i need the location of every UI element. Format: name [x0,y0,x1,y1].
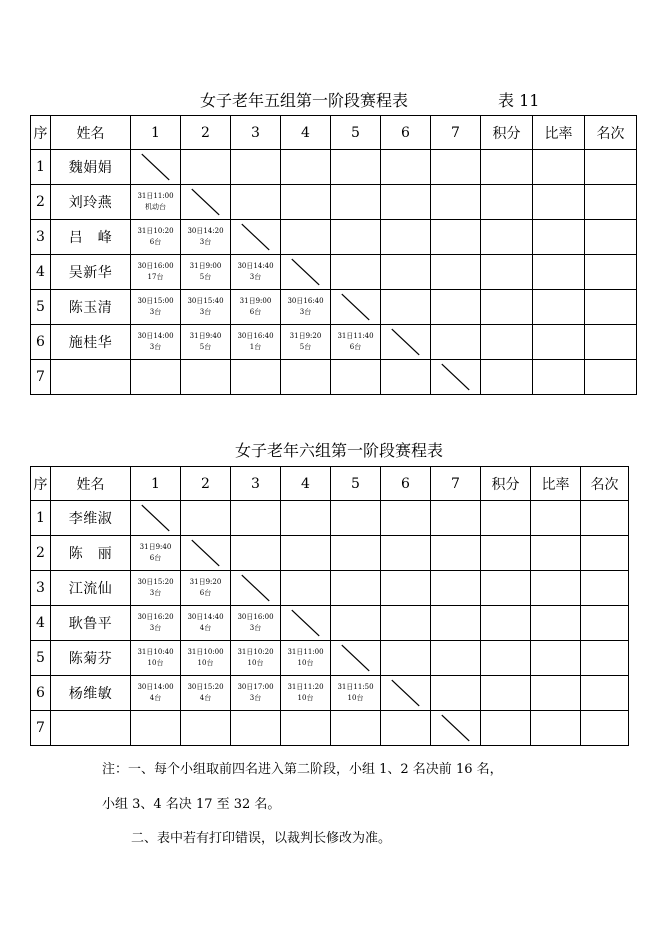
empty-cell [431,676,481,711]
match-time: 30日14:40 [187,613,224,621]
match-time: 31日11:00 [287,648,324,656]
column-header: 序 [31,116,51,150]
match-table-number: 3台 [149,624,162,632]
ratio-cell [533,360,585,395]
match-time: 30日15:20 [187,683,224,691]
column-header: 5 [331,467,381,501]
match-time: 30日16:20 [137,613,174,621]
match-table-number: 6台 [249,308,262,316]
player-name-cell: 魏娟娟 [51,150,131,185]
rank-cell [581,641,629,676]
match-time: 30日16:00 [137,262,174,270]
column-header: 6 [381,467,431,501]
match-table-number: 3台 [299,308,312,316]
match-time: 30日15:20 [137,578,174,586]
seq-cell: 5 [31,641,51,676]
column-header: 1 [131,116,181,150]
points-cell [481,536,531,571]
points-cell [481,325,533,360]
empty-cell [431,185,481,220]
empty-cell [181,711,231,746]
diagonal-slash-icon [231,571,280,605]
table-row [31,641,629,676]
match-table-number: 6台 [349,343,362,351]
match-cell [181,571,231,606]
match-cell [181,290,231,325]
empty-cell [131,711,181,746]
table-row [31,606,629,641]
match-table-number: 10台 [147,659,164,667]
match-table-number: 6台 [199,589,212,597]
self-match-cell [431,711,481,746]
match-cell [131,220,181,255]
match-time: 30日14:00 [137,332,174,340]
points-cell [481,150,533,185]
rank-cell [585,255,637,290]
empty-cell [231,185,281,220]
match-table-number: 1台 [249,343,262,351]
match-time: 31日9:00 [189,262,222,270]
match-table-number: 10台 [197,659,214,667]
match-cell [181,255,231,290]
column-header: 5 [331,116,381,150]
match-cell [231,255,281,290]
match-cell [181,676,231,711]
empty-cell [281,360,331,395]
match-table-number: 机动台 [145,203,166,211]
player-name-cell: 陈玉清 [51,290,131,325]
player-name-cell: 陈菊芬 [51,641,131,676]
empty-cell [381,290,431,325]
match-table-number: 3台 [199,308,212,316]
match-cell [131,255,181,290]
player-name-cell: 李维淑 [51,501,131,536]
ratio-cell [533,150,585,185]
match-cell [231,641,281,676]
note-line-2: 小组 3、4 名决 17 至 32 名。 [102,797,281,812]
match-time: 30日15:00 [137,297,174,305]
empty-cell [331,606,381,641]
empty-cell [431,571,481,606]
column-header: 名次 [581,467,629,501]
match-time: 31日9:40 [189,332,222,340]
empty-cell [381,220,431,255]
table-row [31,150,637,185]
self-match-cell [231,571,281,606]
empty-cell [231,150,281,185]
seq-cell: 6 [31,325,51,360]
match-cell [131,185,181,220]
empty-cell [381,255,431,290]
empty-cell [331,501,381,536]
match-cell [231,676,281,711]
player-name-cell: 江流仙 [51,571,131,606]
seq-cell: 1 [31,501,51,536]
player-name-cell [51,360,131,395]
match-cell [181,606,231,641]
match-time: 31日10:40 [137,648,174,656]
diagonal-slash-icon [231,220,280,254]
table-row [31,501,629,536]
table-row [31,325,637,360]
self-match-cell [281,606,331,641]
empty-cell [231,536,281,571]
table-row [31,676,629,711]
self-match-cell [331,290,381,325]
empty-cell [231,501,281,536]
points-cell [481,606,531,641]
column-header: 4 [281,467,331,501]
column-header: 比率 [533,116,585,150]
empty-cell [381,501,431,536]
column-header: 积分 [481,467,531,501]
empty-cell [431,220,481,255]
seq-cell: 3 [31,220,51,255]
ratio-cell [533,185,585,220]
match-cell [181,220,231,255]
empty-cell [381,185,431,220]
table-row [31,360,637,395]
empty-cell [381,571,431,606]
diagonal-slash-icon [131,501,180,535]
empty-cell [331,255,381,290]
points-cell [481,501,531,536]
match-time: 30日16:40 [237,332,274,340]
empty-cell [181,360,231,395]
empty-cell [381,606,431,641]
ratio-cell [533,255,585,290]
empty-cell [431,290,481,325]
rank-cell [585,360,637,395]
match-table-number: 3台 [199,238,212,246]
match-table-number: 6台 [149,554,162,562]
match-cell [231,290,281,325]
table-row [31,185,637,220]
match-table-number: 4台 [199,624,212,632]
match-table-number: 4台 [149,694,162,702]
ratio-cell [531,676,581,711]
self-match-cell [431,360,481,395]
empty-cell [181,501,231,536]
match-time: 31日10:20 [237,648,274,656]
note-line-1: 注：一、每个小组取前四名进入第二阶段，小组 1、2 名决前 16 名， [102,762,503,777]
table-row [31,711,629,746]
self-match-cell [231,220,281,255]
match-table-number: 10台 [247,659,264,667]
empty-cell [331,220,381,255]
match-table-number: 3台 [149,343,162,351]
table-row [31,255,637,290]
schedule-table-group6 [30,466,629,746]
rank-cell [581,606,629,641]
match-table-number: 10台 [347,694,364,702]
column-header: 1 [131,467,181,501]
empty-cell [281,501,331,536]
empty-cell [331,711,381,746]
match-time: 31日11:50 [337,683,374,691]
match-time: 30日14:00 [137,683,174,691]
ratio-cell [531,501,581,536]
match-cell [331,325,381,360]
rank-cell [585,290,637,325]
points-cell [481,360,533,395]
empty-cell [231,360,281,395]
empty-cell [281,220,331,255]
table1-title: 女子老年五组第一阶段赛程表 [200,91,409,110]
column-header: 4 [281,116,331,150]
table-row [31,571,629,606]
self-match-cell [331,641,381,676]
table-row [31,220,637,255]
match-table-number: 5台 [299,343,312,351]
points-cell [481,571,531,606]
table-row [31,290,637,325]
diagonal-slash-icon [381,325,430,359]
match-time: 30日17:00 [237,683,274,691]
match-table-number: 3台 [249,624,262,632]
match-table-number: 5台 [199,343,212,351]
empty-cell [231,711,281,746]
empty-cell [331,150,381,185]
match-table-number: 10台 [297,659,314,667]
match-table-number: 3台 [149,589,162,597]
column-header: 7 [431,467,481,501]
table-row [31,536,629,571]
match-table-number: 10台 [297,694,314,702]
rank-cell [581,501,629,536]
ratio-cell [531,641,581,676]
diagonal-slash-icon [431,711,480,745]
note-line-3: 二、表中若有打印错误，以裁判长修改为准。 [131,831,392,846]
column-header: 姓名 [51,116,131,150]
match-time: 31日9:20 [189,578,222,586]
points-cell [481,255,533,290]
match-time: 31日11:40 [337,332,374,340]
empty-cell [331,185,381,220]
seq-cell: 4 [31,606,51,641]
empty-cell [431,641,481,676]
seq-cell: 6 [31,676,51,711]
ratio-cell [533,220,585,255]
seq-cell: 4 [31,255,51,290]
self-match-cell [381,676,431,711]
diagonal-slash-icon [181,536,230,570]
self-match-cell [381,325,431,360]
seq-cell: 2 [31,185,51,220]
column-header: 2 [181,116,231,150]
diagonal-slash-icon [381,676,430,710]
match-table-number: 3台 [249,694,262,702]
match-time: 31日11:00 [137,192,174,200]
diagonal-slash-icon [281,255,330,289]
table1-number: 表 11 [498,91,540,110]
self-match-cell [281,255,331,290]
match-table-number: 3台 [149,308,162,316]
self-match-cell [181,536,231,571]
match-time: 31日10:20 [137,227,174,235]
match-cell [231,606,281,641]
column-header: 序 [31,467,51,501]
match-cell [131,325,181,360]
empty-cell [381,711,431,746]
empty-cell [281,711,331,746]
points-cell [481,641,531,676]
match-time: 31日9:40 [139,543,172,551]
player-name-cell: 吴新华 [51,255,131,290]
match-table-number: 3台 [249,273,262,281]
column-header: 姓名 [51,467,131,501]
diagonal-slash-icon [131,150,180,184]
self-match-cell [131,501,181,536]
ratio-cell [531,711,581,746]
player-name-cell: 吕 峰 [51,220,131,255]
points-cell [481,676,531,711]
points-cell [481,185,533,220]
empty-cell [381,536,431,571]
rank-cell [581,711,629,746]
rank-cell [581,536,629,571]
match-time: 30日14:20 [187,227,224,235]
ratio-cell [533,325,585,360]
rank-cell [585,325,637,360]
rank-cell [581,676,629,711]
player-name-cell: 耿鲁平 [51,606,131,641]
diagonal-slash-icon [331,290,380,324]
match-cell [131,290,181,325]
empty-cell [431,255,481,290]
match-cell [281,676,331,711]
column-header: 7 [431,116,481,150]
ratio-cell [531,536,581,571]
empty-cell [281,150,331,185]
empty-cell [331,360,381,395]
seq-cell: 7 [31,711,51,746]
empty-cell [431,536,481,571]
table2-title: 女子老年六组第一阶段赛程表 [235,441,444,460]
empty-cell [281,571,331,606]
match-time: 31日10:00 [187,648,224,656]
column-header: 2 [181,467,231,501]
diagonal-slash-icon [331,641,380,675]
player-name-cell: 陈 丽 [51,536,131,571]
match-time: 30日15:40 [187,297,224,305]
seq-cell: 1 [31,150,51,185]
seq-cell: 2 [31,536,51,571]
column-header: 比率 [531,467,581,501]
match-cell [181,641,231,676]
points-cell [481,711,531,746]
empty-cell [431,150,481,185]
match-cell [281,290,331,325]
rank-cell [585,150,637,185]
player-name-cell [51,711,131,746]
match-cell [231,325,281,360]
match-table-number: 17台 [147,273,164,281]
empty-cell [131,360,181,395]
match-cell [331,676,381,711]
points-cell [481,290,533,325]
ratio-cell [533,290,585,325]
column-header: 积分 [481,116,533,150]
match-time: 30日14:40 [237,262,274,270]
empty-cell [381,150,431,185]
seq-cell: 5 [31,290,51,325]
match-table-number: 6台 [149,238,162,246]
player-name-cell: 施桂华 [51,325,131,360]
diagonal-slash-icon [281,606,330,640]
match-table-number: 5台 [199,273,212,281]
empty-cell [181,150,231,185]
diagonal-slash-icon [431,360,480,394]
match-time: 30日16:40 [287,297,324,305]
empty-cell [431,325,481,360]
match-cell [131,571,181,606]
match-cell [131,536,181,571]
seq-cell: 7 [31,360,51,395]
empty-cell [381,360,431,395]
empty-cell [281,536,331,571]
seq-cell: 3 [31,571,51,606]
column-header: 3 [231,467,281,501]
empty-cell [331,571,381,606]
match-cell [131,641,181,676]
player-name-cell: 杨维敏 [51,676,131,711]
match-time: 31日9:00 [239,297,272,305]
match-table-number: 4台 [199,694,212,702]
column-header: 6 [381,116,431,150]
points-cell [481,220,533,255]
match-time: 31日11:20 [287,683,324,691]
rank-cell [585,185,637,220]
empty-cell [281,185,331,220]
match-time: 31日9:20 [289,332,322,340]
empty-cell [431,606,481,641]
self-match-cell [181,185,231,220]
match-cell [181,325,231,360]
schedule-table-group5 [30,115,637,395]
self-match-cell [131,150,181,185]
empty-cell [331,536,381,571]
empty-cell [381,641,431,676]
rank-cell [585,220,637,255]
rank-cell [581,571,629,606]
match-time: 30日16:00 [237,613,274,621]
empty-cell [431,501,481,536]
column-header: 3 [231,116,281,150]
ratio-cell [531,571,581,606]
column-header: 名次 [585,116,637,150]
match-cell [281,325,331,360]
diagonal-slash-icon [181,185,230,219]
match-cell [131,606,181,641]
match-cell [281,641,331,676]
player-name-cell: 刘玲燕 [51,185,131,220]
match-cell [131,676,181,711]
ratio-cell [531,606,581,641]
